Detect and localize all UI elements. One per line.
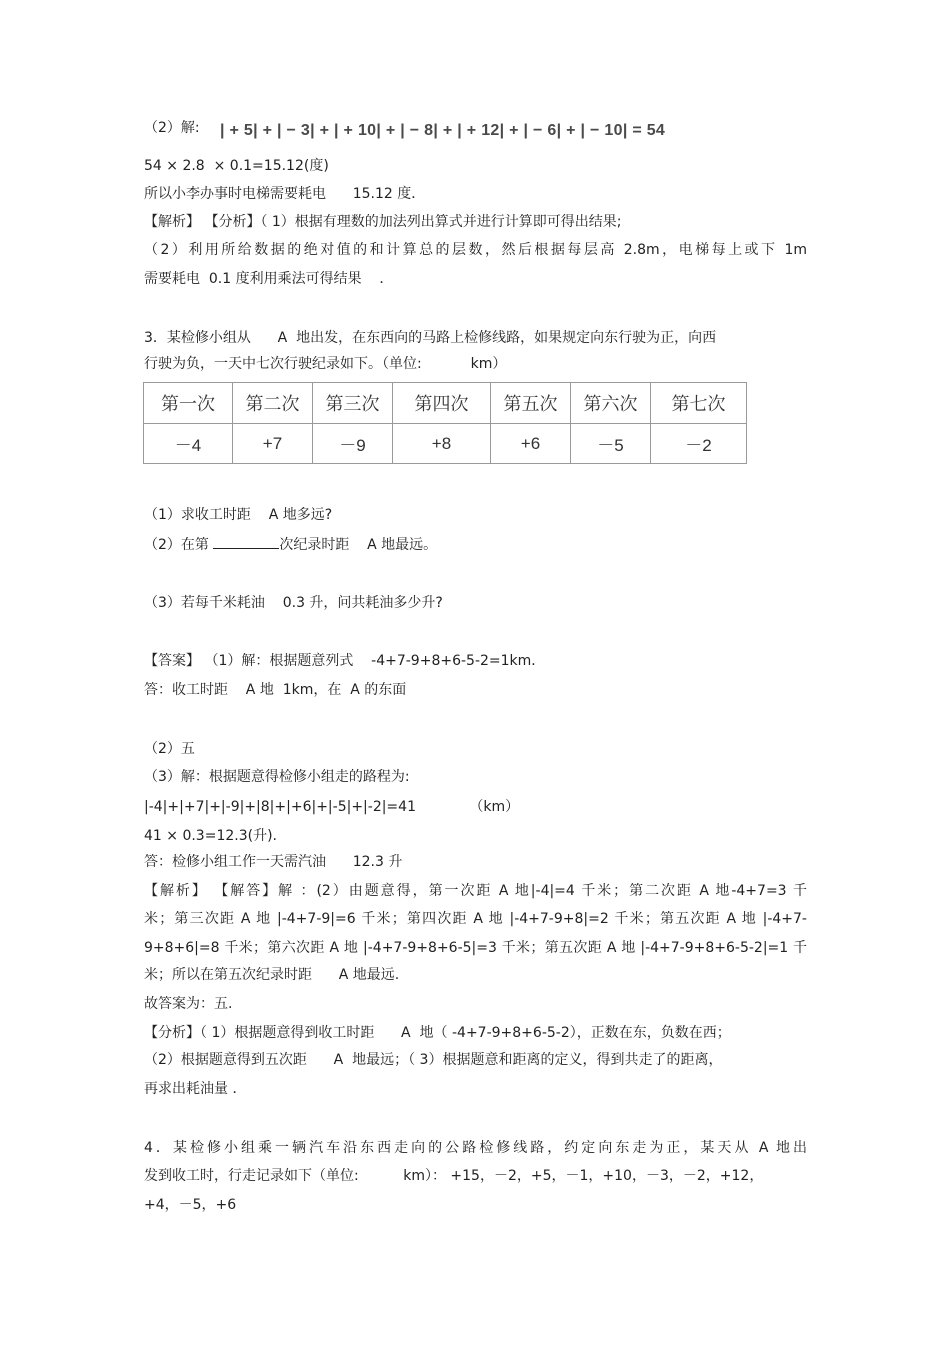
q3-sub-question-3: （3）若每千米耗油 0.3 升，问共耗油多少升? xyxy=(144,595,443,611)
explanation-line-6: 【分析】（ 1）根据题意得到收工时距 A 地（ -4+7-9+8+6-5-2），正数在东，负数在西； xyxy=(144,1025,731,1041)
table-header-cell: 第一次 xyxy=(144,383,233,424)
q3-stem-line-1: 3．某检修小组从 A 地出发，在东西向的马路上检修线路，如果规定向东行驶为正，向西 xyxy=(144,330,717,346)
q4-stem-line-2: 发到收工时，行走记录如下（单位: km）： +15，－2，+5，－1，+10，－3，－2，+12， xyxy=(144,1168,764,1184)
explanation-line-7: （2）根据题意得到五次距 A 地最远；（ 3）根据题意和距离的定义，得到共走了的距离， xyxy=(144,1052,723,1068)
table-value-cell: －4 xyxy=(144,424,233,464)
table-header-cell: 第五次 xyxy=(491,383,571,424)
analysis-line-2: （2）利用所给数据的绝对值的和计算总的层数，然后根据每层高 2.8m，电梯每上或下 1m xyxy=(144,242,807,258)
table-header-cell: 第二次 xyxy=(233,383,313,424)
explanation-line-3: 9+8+6|=8 千米；第六次距 A 地 |-4+7-9+8+6-5|=3 千米；第五次距 A 地 |-4+7-9+8+6-5-2|=1 千 xyxy=(144,940,807,956)
analysis-line-3: 需要耗电 0.1 度利用乘法可得结果 ． xyxy=(144,271,394,287)
table-value-cell: －2 xyxy=(651,424,747,464)
answer-line-6: 41 × 0.3=12.3(升). xyxy=(144,828,277,844)
answer-line-1: 【答案】 （1）解：根据题意列式 -4+7-9+8+6-5-2=1km． xyxy=(144,653,546,669)
energy-conclusion: 所以小李办事时电梯需要耗电 15.12 度． xyxy=(144,186,426,202)
part2-label: （2）解: xyxy=(144,120,200,136)
q3-stem-line-2: 行驶为负，一天中七次行驶纪录如下。（单位: km） xyxy=(144,356,507,372)
energy-calculation: 54 × 2.8 × 0.1=15.12(度) xyxy=(144,158,329,174)
table-header-cell: 第三次 xyxy=(313,383,393,424)
explanation-line-1: 【解析】 【解答】解 ：(2）由题意得，第一次距 A 地|-4|=4 千米；第二次距 A 地-4+7=3 千 xyxy=(144,883,807,899)
answer-line-2: 答：收工时距 A 地 1km，在 A 的东面 xyxy=(144,682,407,698)
answer-line-3: （2）五 xyxy=(144,741,195,757)
absolute-value-sum-formula: | + 5| + | − 3| + | + 10| + | − 8| + | + 12| + | − 6| + | − 10| = 54 xyxy=(220,122,666,139)
table-header-cell: 第四次 xyxy=(393,383,491,424)
table-value-cell: －5 xyxy=(571,424,651,464)
answer-line-4: （3）解：根据题意得检修小组走的路程为: xyxy=(144,769,410,785)
explanation-line-5: 故答案为：五. xyxy=(144,996,233,1012)
table-value-cell: +7 xyxy=(233,424,313,464)
table-value-row xyxy=(144,424,747,464)
q3-sub2-prefix: （2）在第 xyxy=(144,537,214,553)
table-header-cell: 第七次 xyxy=(651,383,747,424)
explanation-line-8: 再求出耗油量 ． xyxy=(144,1081,247,1097)
table-header-row xyxy=(144,383,747,424)
explanation-line-4: 米；所以在第五次纪录时距 A 地最远. xyxy=(144,967,400,983)
answer-line-5: |-4|+|+7|+|-9|+|8|+|+6|+|-5|+|-2|=41 （km） xyxy=(144,799,520,815)
table-value-cell: +6 xyxy=(491,424,571,464)
q3-sub-question-1: （1）求收工时距 A 地多远? xyxy=(144,507,333,523)
driving-record-table xyxy=(143,382,747,464)
fill-in-blank xyxy=(213,534,279,549)
table-value-cell: －9 xyxy=(313,424,393,464)
explanation-line-2: 米；第三次距 A 地 |-4+7-9|=6 千米；第四次距 A 地 |-4+7-9+8|=2 千米；第五次距 A 地 |-4+7- xyxy=(144,911,807,927)
table-value-cell: +8 xyxy=(393,424,491,464)
q3-sub2-suffix: 次纪录时距 A 地最远。 xyxy=(279,537,438,553)
table-header-cell: 第六次 xyxy=(571,383,651,424)
analysis-line-1: 【解析】 【分析】（ 1）根据有理数的加法列出算式并进行计算即可得出结果; xyxy=(144,214,622,230)
answer-line-7: 答：检修小组工作一天需汽油 12.3 升 xyxy=(144,854,403,870)
q3-sub-question-2 xyxy=(144,534,437,555)
q4-stem-line-1: 4．某检修小组乘一辆汽车沿东西走向的公路检修线路，约定向东走为正，某天从 A 地出 xyxy=(144,1140,807,1156)
q4-stem-line-3: +4，－5，+6 xyxy=(144,1197,237,1213)
